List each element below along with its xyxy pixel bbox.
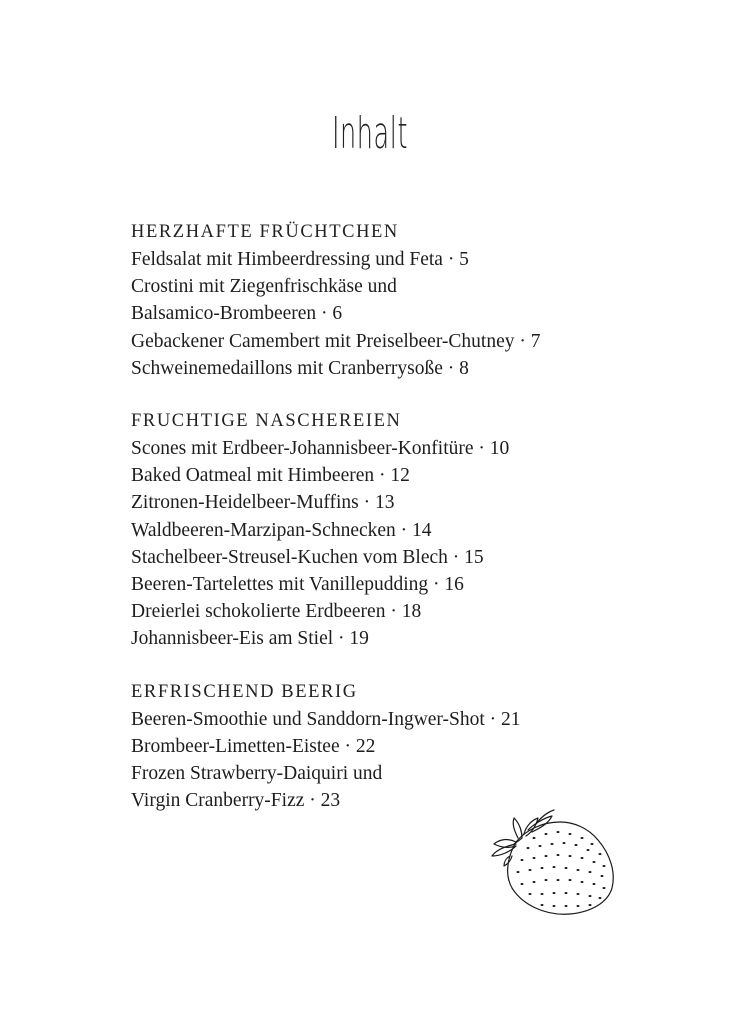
toc-entry[interactable]: Beeren-Tartelettes mit Vanillepudding · 16 — [131, 574, 464, 596]
toc-entry[interactable]: Schweinemedaillons mit Cranberrysoße · 8 — [131, 357, 469, 379]
toc-entry[interactable]: Zitronen-Heidelbeer-Muffins · 13 — [131, 492, 395, 514]
toc-entry[interactable]: Feldsalat mit Himbeerdressing und Feta · 5 — [131, 249, 469, 270]
table-of-contents — [131, 219, 691, 840]
toc-entry[interactable]: Beeren-Smoothie und Sanddorn-Ingwer-Shot · 21 — [131, 708, 521, 730]
section-heading: FRUCHTIGE NASCHEREIEN — [131, 411, 402, 432]
toc-entry[interactable]: Johannisbeer-Eis am Stiel · 19 — [131, 628, 369, 650]
toc-entry[interactable]: Frozen Strawberry-Daiquiri und — [131, 763, 383, 785]
strawberry-icon — [486, 808, 621, 920]
toc-entry[interactable]: Virgin Cranberry-Fizz · 23 — [131, 790, 341, 812]
toc-entry[interactable]: Gebackener Camembert mit Preiselbeer-Chutney · 7 — [131, 330, 541, 352]
toc-section-sweets — [131, 408, 691, 653]
toc-entry[interactable]: Baked Oatmeal mit Himbeeren · 12 — [131, 465, 410, 487]
toc-entry[interactable]: Brombeer-Limetten-Eistee · 22 — [131, 735, 376, 757]
toc-entry[interactable]: Scones mit Erdbeer-Johannisbeer-Konfitüre · 10 — [131, 438, 510, 460]
section-heading: HERZHAFTE FRÜCHTCHEN — [131, 222, 399, 242]
toc-entry[interactable]: Dreierlei schokolierte Erdbeeren · 18 — [131, 601, 422, 623]
toc-section-drinks — [131, 679, 691, 815]
toc-entry[interactable]: Crostini mit Ziegenfrischkäse und — [131, 276, 397, 298]
toc-entry[interactable]: Balsamico-Brombeeren · 6 — [131, 303, 343, 325]
section-heading: ERFRISCHEND BEERIG — [131, 681, 358, 702]
toc-entry[interactable]: Waldbeeren-Marzipan-Schnecken · 14 — [131, 519, 432, 541]
toc-section-savory — [131, 219, 691, 382]
page-title: Inhalt — [331, 108, 409, 159]
toc-entry[interactable]: Stachelbeer-Streusel-Kuchen vom Blech · 15 — [131, 546, 484, 568]
